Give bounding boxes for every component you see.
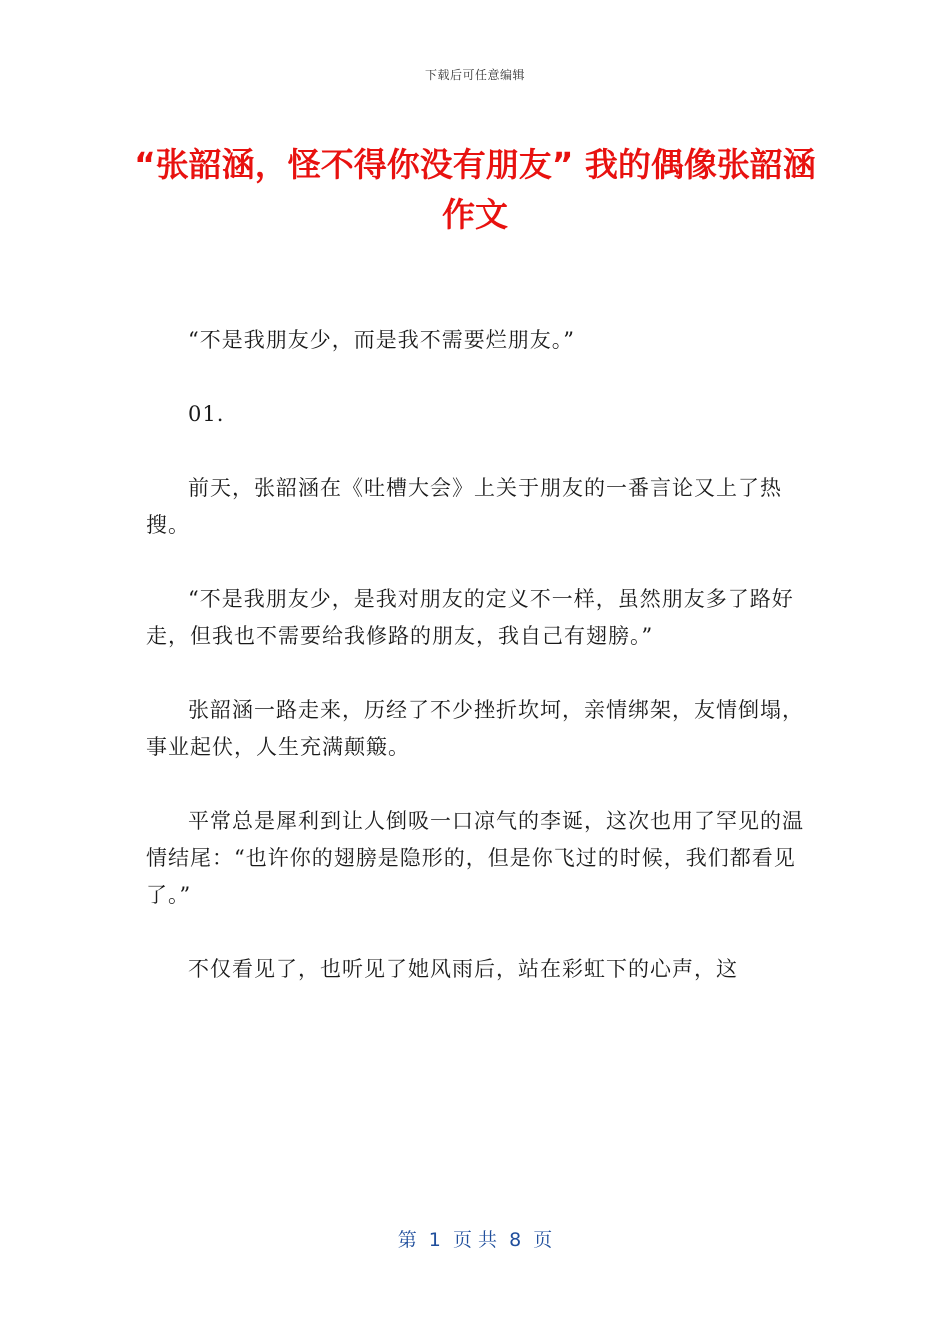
paragraph-friend-definition: “不是我朋友少，是我对朋友的定义不一样，虽然朋友多了路好走，但我也不需要给我修路的朋友，我自己有翅膀。” xyxy=(146,587,794,648)
header-note: 下载后可任意编辑 xyxy=(424,68,525,82)
paragraph-quote: “不是我朋友少，而是我不需要烂朋友。” xyxy=(188,328,575,352)
document-title: “张韶涵，怪不得你没有朋友” 我的偶像张韶涵作文 xyxy=(134,145,816,234)
paragraph-life-journey: 张韶涵一路走来，历经了不少挫折坎坷，亲情绑架，友情倒塌，事业起伏，人生充满颠簸。 xyxy=(146,698,804,759)
article-body xyxy=(146,322,806,988)
paragraph-rainbow: 不仅看见了，也听见了她风雨后，站在彩虹下的心声，这 xyxy=(188,957,738,981)
paragraph-hot-search: 前天，张韶涵在《吐槽大会》上关于朋友的一番言论又上了热搜。 xyxy=(146,476,782,537)
page-footer: 第 1 页 共 8 页 xyxy=(397,1229,553,1251)
paragraph-section-number: 01. xyxy=(188,402,225,426)
paragraph-li-dan: 平常总是犀利到让人倒吸一口凉气的李诞，这次也用了罕见的温情结尾：“也许你的翅膀是隐形的，但是你飞过的时候，我们都看见了。” xyxy=(146,809,804,907)
